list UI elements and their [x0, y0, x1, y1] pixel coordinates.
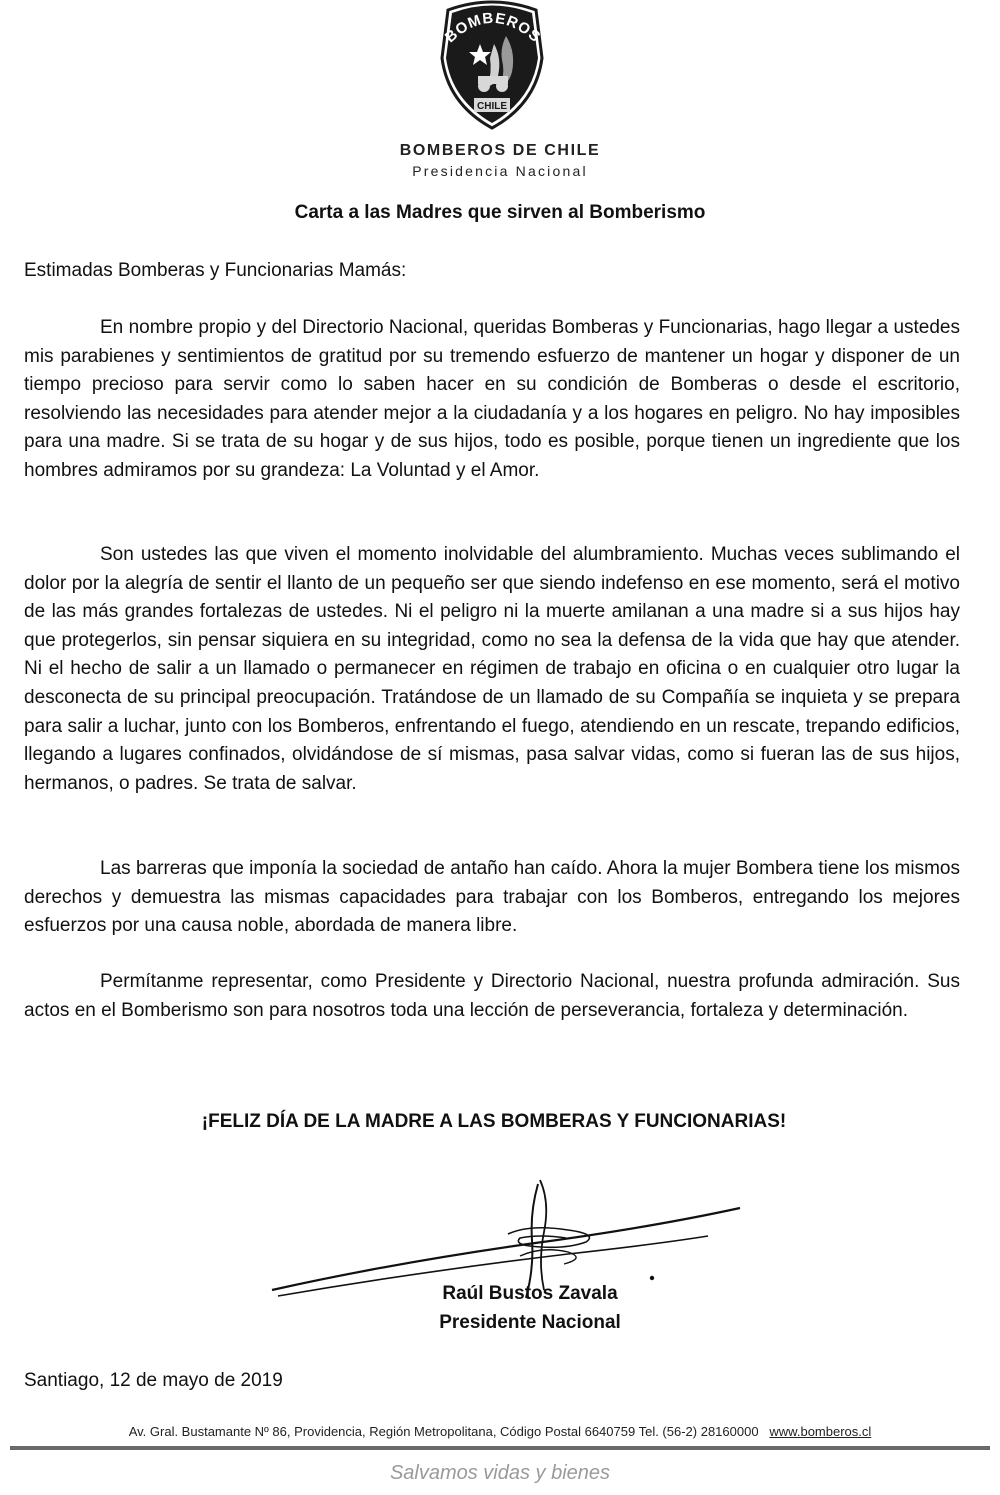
paragraph: Las barreras que imponía la sociedad de antaño han caído. Ahora la mujer Bombera tiene los mismos derechos y demuestra las mismas capacidades para trabajar con los Bomberos, entregando los mejores esfuerzos por una causa noble, abordada de manera libre. [24, 858, 960, 937]
letterhead [0, 0, 1000, 185]
motto: Salvamos vidas y bienes [389, 1462, 611, 1484]
paragraph: En nombre propio y del Directorio Nacional, queridas Bomberas y Funcionarias, hago llegar a ustedes mis parabienes y sentimientos de gratitud por su tremendo esfuerzo de mantener un hogar y disponer de un tiempo precioso para servir como lo saben hacer en su condición de Bomberas o desde el escritorio, resolviendo las necesidades para atender mejor a la ciudadanía y a los hogares en peligro. No hay imposibles para una madre. Si se trata de su hogar y de sus hijos, todo es posible, porque tienen un ingrediente que los hombres admiramos por su grandeza: La Voluntad y el Amor. [24, 317, 960, 481]
logo-text-bottom: CHILE [477, 101, 507, 112]
footer-contact [0, 1424, 1000, 1439]
signer-name: Raúl Bustos Zavala [442, 1283, 618, 1304]
website-link[interactable]: www.bomberos.cl [769, 1424, 872, 1439]
letter-date: Santiago, 12 de mayo de 2019 [24, 1370, 283, 1391]
footer-divider [10, 1446, 990, 1450]
paragraph: Son ustedes las que viven el momento inolvidable del alumbramiento. Muchas veces sublimando el dolor por la alegría de sentir el llanto de un pequeño ser que siendo indefenso en ese momento, será el motivo de las más grandes fortalezas de ustedes. Ni el peligro ni la muerte amilanan a una madre si a sus hijos hay que protegerlos, sin pensar siquiera en su integridad, como no sea la defensa de la vida que hay que atender. Ni el hecho de salir a un llamado o permanecer en régimen de trabajo en oficina o en cualquier otro lugar la desconecta de su principal preocupación. Tratándose de un llamado de su Compañía se inquieta y se prepara para salir a luchar, junto con los Bomberos, enfrentando el fuego, atendiendo en un rescate, trepando edificios, llegando a lugares confinados, olvidándose de sí mismas, pasa salvar vidas, como si fueran las de sus hijos, hermanos, o padres. Se trata de salvar. [24, 544, 960, 794]
greeting: Estimadas Bomberas y Funcionarias Mamás: [24, 260, 407, 281]
logo-text-top: BOMBEROS [441, 9, 544, 47]
department-name: Presidencia Nacional [412, 163, 588, 179]
paragraph: Permítanme representar, como Presidente y Directorio Nacional, nuestra profunda admiración. Sus actos en el Bomberismo son para nosotros toda una lección de perseverancia, fortaleza y determinación. [24, 971, 960, 1021]
organization-name: BOMBEROS DE CHILE [399, 142, 601, 159]
footer-address: Av. Gral. Bustamante Nº 86, Providencia, Región Metropolitana, Código Postal 6640759 Tel. (56-2) 28160000 [128, 1424, 759, 1439]
closing-message: ¡FELIZ DÍA DE LA MADRE A LAS BOMBERAS Y FUNCIONARIAS! [201, 1111, 787, 1132]
letter-title: Carta a las Madres que sirven al Bomberismo [294, 202, 706, 223]
bomberos-chile-logo [432, 0, 552, 130]
signer-title: Presidente Nacional [439, 1312, 621, 1333]
